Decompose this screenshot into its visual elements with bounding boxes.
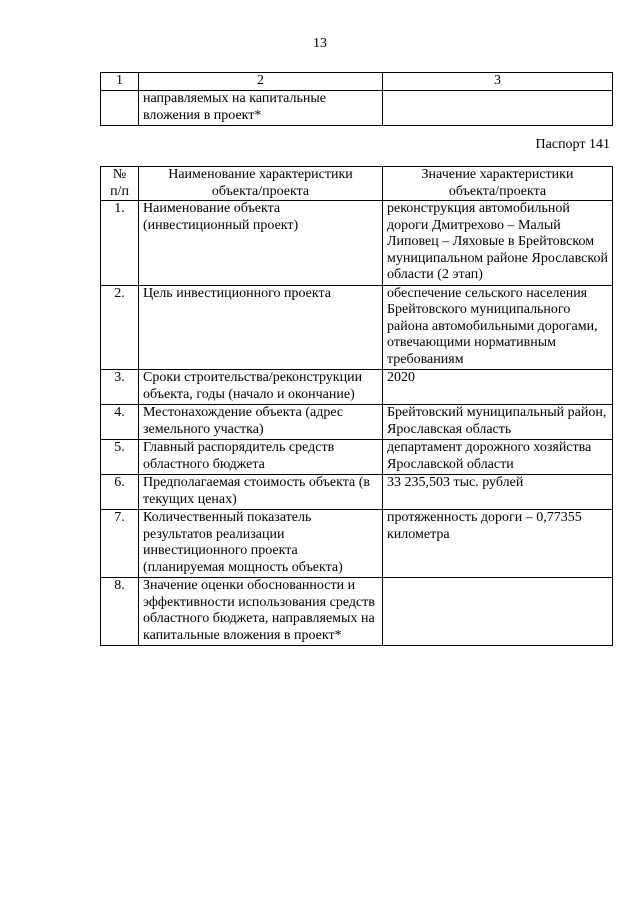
column-number-2: 2 bbox=[139, 73, 383, 91]
row-number: 5. bbox=[101, 440, 139, 475]
continued-table bbox=[100, 72, 613, 126]
row-number: 8. bbox=[101, 578, 139, 646]
row-number: 1. bbox=[101, 201, 139, 286]
row-value: протяженность дороги – 0,77355 километра bbox=[383, 510, 613, 578]
row-name: Наименование объекта (инвестиционный проект) bbox=[139, 201, 383, 286]
table-row bbox=[101, 440, 613, 475]
row-name: Предполагаемая стоимость объекта (в текущих ценах) bbox=[139, 475, 383, 510]
cell-name: направляемых на капитальные вложения в проект* bbox=[139, 91, 383, 126]
table-row bbox=[101, 475, 613, 510]
header-value: Значение характеристики объекта/проекта bbox=[383, 167, 613, 201]
row-name: Главный распорядитель средств областного бюджета bbox=[139, 440, 383, 475]
row-value: департамент дорожного хозяйства Ярославской области bbox=[383, 440, 613, 475]
column-number-row bbox=[101, 73, 613, 91]
row-value: Брейтовский муниципальный район, Ярославская область bbox=[383, 405, 613, 440]
row-value: 2020 bbox=[383, 370, 613, 405]
table-row bbox=[101, 510, 613, 578]
column-number-1: 1 bbox=[101, 73, 139, 91]
row-name: Сроки строительства/реконструкции объекта, годы (начало и окончание) bbox=[139, 370, 383, 405]
table-row bbox=[101, 370, 613, 405]
cell-num bbox=[101, 91, 139, 126]
table-row bbox=[101, 578, 613, 646]
table-row bbox=[101, 405, 613, 440]
row-number: 3. bbox=[101, 370, 139, 405]
header-name: Наименование характеристики объекта/проекта bbox=[139, 167, 383, 201]
table-row bbox=[101, 201, 613, 286]
table-row bbox=[101, 285, 613, 370]
row-value: реконструкция автомобильной дороги Дмитрехово – Малый Липовец – Ляховые в Брейтовском муниципальном районе Ярославской области (2 этап) bbox=[383, 201, 613, 286]
row-number: 6. bbox=[101, 475, 139, 510]
row-name: Цель инвестиционного проекта bbox=[139, 285, 383, 370]
row-value: 33 235,503 тыс. рублей bbox=[383, 475, 613, 510]
passport-title: Паспорт 141 bbox=[535, 137, 610, 152]
row-name: Значение оценки обоснованности и эффективности использования средств областного бюджета, направляемых на капитальные вложения в проект* bbox=[139, 578, 383, 646]
row-value bbox=[383, 578, 613, 646]
table-header-row bbox=[101, 167, 613, 201]
table-row bbox=[101, 91, 613, 126]
row-name: Количественный показатель результатов реализации инвестиционного проекта (планируемая мощность объекта) bbox=[139, 510, 383, 578]
page-number: 13 bbox=[313, 36, 327, 51]
row-number: 7. bbox=[101, 510, 139, 578]
header-num: № п/п bbox=[101, 167, 139, 201]
row-number: 4. bbox=[101, 405, 139, 440]
row-name: Местонахождение объекта (адрес земельного участка) bbox=[139, 405, 383, 440]
cell-value bbox=[383, 91, 613, 126]
passport-table bbox=[100, 166, 613, 646]
row-value: обеспечение сельского населения Брейтовского муниципального района автомобильными дорогами, отвечающими нормативным требованиям bbox=[383, 285, 613, 370]
column-number-3: 3 bbox=[383, 73, 613, 91]
row-number: 2. bbox=[101, 285, 139, 370]
